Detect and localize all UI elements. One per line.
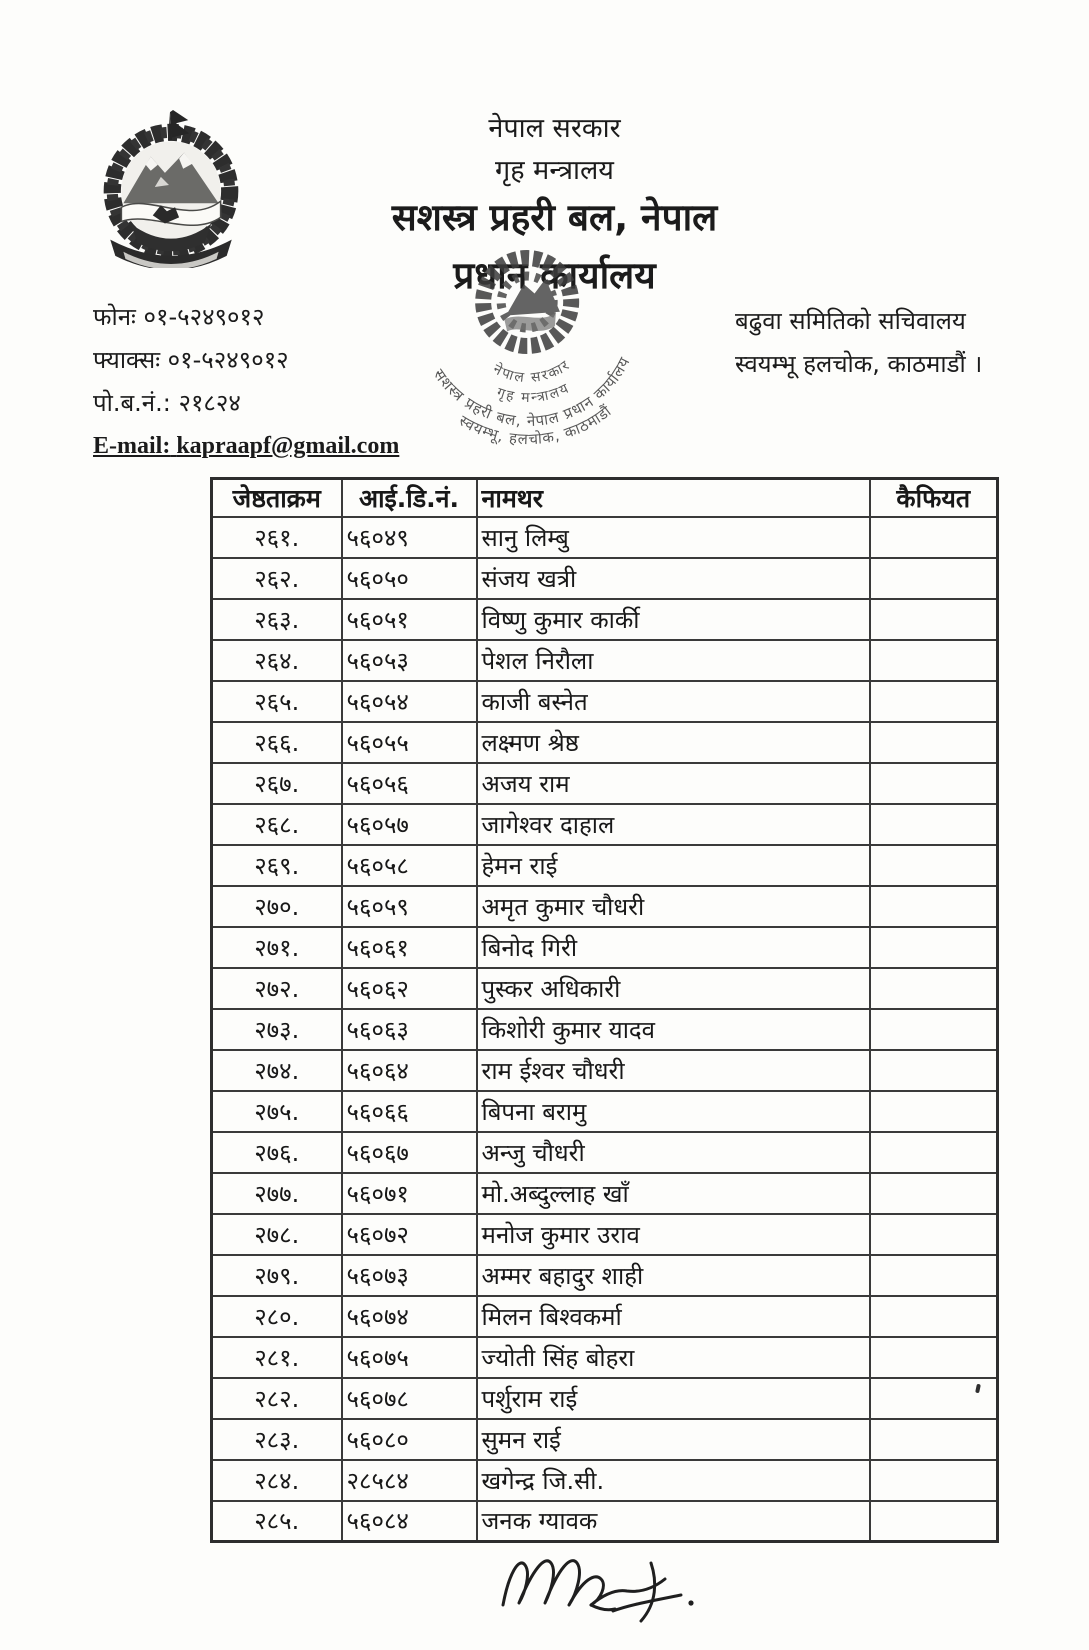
remarks-cell [870, 1091, 998, 1132]
table-row [212, 927, 998, 968]
table-row [212, 1132, 998, 1173]
stamp-arc-text-1: नेपाल सरकार [490, 356, 574, 387]
table-row [212, 1255, 998, 1296]
id-cell: ५६०५४ [342, 681, 477, 722]
id-cell: २८५८४ [342, 1460, 477, 1501]
table-row [212, 599, 998, 640]
organization-title: सशस्त्र प्रहरी बल, नेपाल [391, 196, 718, 239]
remarks-cell [870, 517, 998, 558]
remarks-cell [870, 1296, 998, 1337]
stamp-arc-text-3: सशस्त्र प्रहरी बल, नेपाल प्रधान कार्यालय [429, 353, 634, 431]
name-cell: किशोरी कुमार यादव [477, 1009, 870, 1050]
stamp-arc-text-2: गृह मन्त्रालय [494, 380, 573, 407]
ministry-title: गृह मन्त्रालय [495, 155, 614, 186]
name-cell: राम ईश्वर चौधरी [477, 1050, 870, 1091]
name-cell: हेमन राई [477, 845, 870, 886]
seniority-cell: २६२. [212, 558, 342, 599]
id-cell: ५६०७१ [342, 1173, 477, 1214]
secretariat-line: बढुवा समितिको सचिवालय [735, 307, 966, 335]
table-row [212, 722, 998, 763]
name-cell: सानु लिम्बु [477, 517, 870, 558]
roster-table-header [212, 479, 998, 517]
name-cell: अमृत कुमार चौधरी [477, 886, 870, 927]
seniority-cell: २७८. [212, 1214, 342, 1255]
table-row [212, 1173, 998, 1214]
table-row [212, 558, 998, 599]
remarks-cell [870, 722, 998, 763]
remarks-cell [870, 681, 998, 722]
seniority-cell: २८२. [212, 1378, 342, 1419]
seniority-cell: २८५. [212, 1501, 342, 1542]
table-row [212, 517, 998, 558]
name-cell: अजय राम [477, 763, 870, 804]
seniority-cell: २७४. [212, 1050, 342, 1091]
seniority-cell: २७५. [212, 1091, 342, 1132]
seniority-cell: २६१. [212, 517, 342, 558]
id-cell: ५६०६१ [342, 927, 477, 968]
name-cell: जागेश्वर दाहाल [477, 804, 870, 845]
po-box-line: पो.ब.नं.: २१८२४ [93, 389, 241, 417]
seniority-cell: २६५. [212, 681, 342, 722]
header-row [212, 479, 998, 517]
id-cell: ५६०८० [342, 1419, 477, 1460]
seniority-cell: २६६. [212, 722, 342, 763]
table-row [212, 845, 998, 886]
remarks-cell [870, 1337, 998, 1378]
table-row [212, 1050, 998, 1091]
remarks-cell [870, 968, 998, 1009]
table-row [212, 804, 998, 845]
seniority-cell: २८१. [212, 1337, 342, 1378]
table-row [212, 1091, 998, 1132]
id-cell: ५६०५९ [342, 886, 477, 927]
remarks-cell [870, 558, 998, 599]
remarks-cell [870, 927, 998, 968]
name-cell: मिलन बिश्वकर्मा [477, 1296, 870, 1337]
name-cell: ज्योती सिंह बोहरा [477, 1337, 870, 1378]
remarks-cell [870, 1173, 998, 1214]
remarks-cell [870, 845, 998, 886]
id-cell: ५६०६२ [342, 968, 477, 1009]
table-row [212, 1337, 998, 1378]
name-column-header: नामथर [477, 479, 870, 517]
id-cell: ५६०८४ [342, 1501, 477, 1542]
id-cell: ५६०५७ [342, 804, 477, 845]
id-cell: ५६०५५ [342, 722, 477, 763]
table-row [212, 886, 998, 927]
address-line: स्वयम्भू हलचोक, काठमाडौं । [735, 350, 983, 378]
id-cell: ५६०५० [342, 558, 477, 599]
name-cell: सुमन राई [477, 1419, 870, 1460]
remarks-cell [870, 1009, 998, 1050]
remarks-cell [870, 1501, 998, 1542]
remarks-cell [870, 1255, 998, 1296]
name-cell: मो.अब्दुल्लाह खाँ [477, 1173, 870, 1214]
name-cell: अम्मर बहादुर शाही [477, 1255, 870, 1296]
remarks-cell [870, 804, 998, 845]
id-cell: ५६०४९ [342, 517, 477, 558]
seniority-cell: २६३. [212, 599, 342, 640]
remarks-column-header: कैफियत [870, 479, 998, 517]
name-cell: काजी बस्नेत [477, 681, 870, 722]
table-row [212, 1009, 998, 1050]
secretariat-block [735, 300, 1035, 386]
name-cell: खगेन्द्र जि.सी. [477, 1460, 870, 1501]
id-cell: ५६०६४ [342, 1050, 477, 1091]
signature [495, 1543, 705, 1628]
id-cell: ५६०६७ [342, 1132, 477, 1173]
seniority-cell: २७६. [212, 1132, 342, 1173]
seniority-cell: २८०. [212, 1296, 342, 1337]
government-title: नेपाल सरकार [488, 113, 621, 144]
name-cell: मनोज कुमार उराव [477, 1214, 870, 1255]
seniority-cell: २७३. [212, 1009, 342, 1050]
remarks-cell [870, 1460, 998, 1501]
email-line [93, 425, 399, 468]
roster-table-body [212, 517, 998, 1542]
id-cell: ५६०६६ [342, 1091, 477, 1132]
email-address: kapraapf@gmail.com [176, 433, 400, 459]
id-cell: ५६०७५ [342, 1337, 477, 1378]
remarks-cell [870, 886, 998, 927]
name-cell: विष्णु कुमार कार्की [477, 599, 870, 640]
remarks-cell [870, 1419, 998, 1460]
seniority-column-header: जेष्ठताक्रम [212, 479, 342, 517]
table-row [212, 1378, 998, 1419]
office-stamp [378, 222, 688, 482]
table-row [212, 1214, 998, 1255]
seniority-cell: २७९. [212, 1255, 342, 1296]
remarks-cell [870, 1132, 998, 1173]
office-title: प्रधान कार्यालय [453, 254, 656, 297]
name-cell: संजय खत्री [477, 558, 870, 599]
table-row [212, 763, 998, 804]
seniority-cell: २७२. [212, 968, 342, 1009]
id-cell: ५६०७३ [342, 1255, 477, 1296]
seniority-cell: २६४. [212, 640, 342, 681]
seniority-cell: २६९. [212, 845, 342, 886]
fax-line: फ्याक्सः ०१-५२४९०१२ [93, 346, 289, 374]
name-cell: जनक ग्यावक [477, 1501, 870, 1542]
id-cell: ५६०५१ [342, 599, 477, 640]
stamp-arc-text-4: स्वयम्भू, हलचोक, काठमाडौं [455, 401, 616, 449]
id-cell: ५६०५८ [342, 845, 477, 886]
name-cell: पेशल निरौला [477, 640, 870, 681]
remarks-cell [870, 640, 998, 681]
contact-block [93, 296, 399, 468]
table-row [212, 681, 998, 722]
seniority-cell: २७७. [212, 1173, 342, 1214]
phone-line: फोनः ०१-५२४९०१२ [93, 303, 265, 331]
name-cell: लक्ष्मण श्रेष्ठ [477, 722, 870, 763]
remarks-cell [870, 763, 998, 804]
table-row [212, 1501, 998, 1542]
seniority-cell: २८३. [212, 1419, 342, 1460]
table-row [212, 640, 998, 681]
name-cell: पर्शुराम राई [477, 1378, 870, 1419]
roster-table [210, 477, 999, 1543]
id-cell: ५६०७४ [342, 1296, 477, 1337]
name-cell: बिनोद गिरी [477, 927, 870, 968]
remarks-cell [870, 599, 998, 640]
table-row [212, 1460, 998, 1501]
id-cell: ५६०५६ [342, 763, 477, 804]
table-row [212, 968, 998, 1009]
remarks-cell [870, 1214, 998, 1255]
seniority-cell: २६८. [212, 804, 342, 845]
seniority-cell: २७०. [212, 886, 342, 927]
name-cell: बिपना बरामु [477, 1091, 870, 1132]
name-cell: अन्जु चौधरी [477, 1132, 870, 1173]
id-cell: ५६०७८ [342, 1378, 477, 1419]
seniority-cell: २८४. [212, 1460, 342, 1501]
id-column-header: आई.डि.नं. [342, 479, 477, 517]
id-cell: ५६०६३ [342, 1009, 477, 1050]
seniority-cell: २७१. [212, 927, 342, 968]
table-row [212, 1419, 998, 1460]
table-row [212, 1296, 998, 1337]
remarks-cell [870, 1050, 998, 1091]
name-cell: पुस्कर अधिकारी [477, 968, 870, 1009]
id-cell: ५६०७२ [342, 1214, 477, 1255]
seniority-cell: २६७. [212, 763, 342, 804]
id-cell: ५६०५३ [342, 640, 477, 681]
email-label: E-mail: [93, 433, 171, 459]
